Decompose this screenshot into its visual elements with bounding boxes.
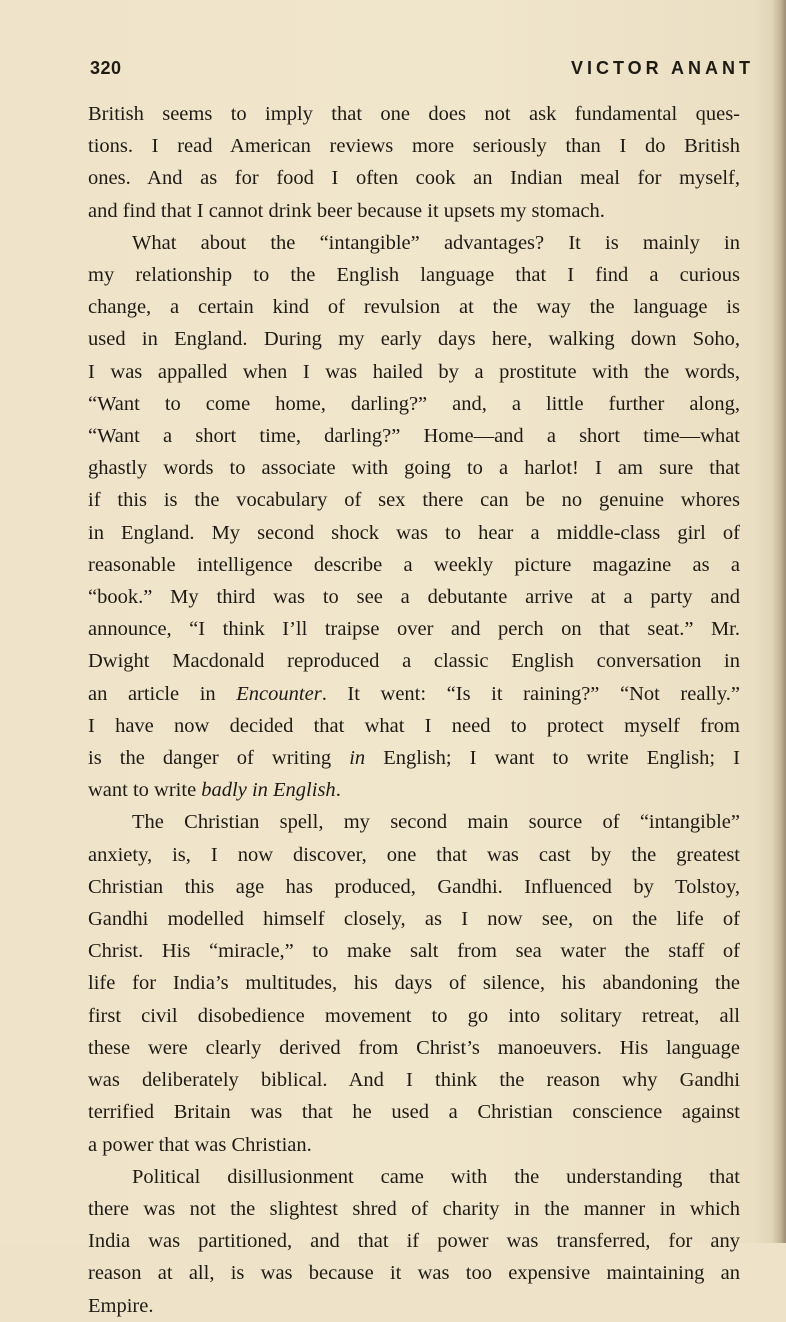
text-line: reasonable intelligence describe a weekly picture magazine as a — [88, 553, 740, 576]
text-line: want to write badly in English. — [88, 779, 341, 802]
text-line: “Want to come home, darling?” and, a little further along, — [88, 392, 740, 415]
italic-emphasis: badly in English — [201, 779, 336, 802]
text-line: The Christian spell, my second main source of “intangible” — [132, 811, 740, 834]
text-line: terrified Britain was that he used a Christian conscience against — [88, 1101, 740, 1124]
paragraph-4 — [88, 1161, 740, 1322]
text-line: anxiety, is, I now discover, one that was cast by the greatest — [88, 843, 740, 866]
text-line: was deliberately biblical. And I think the reason why Gandhi — [88, 1069, 740, 1092]
running-head: VICTOR ANANT — [571, 58, 754, 78]
text-line: What about the “intangible” advantages? It is mainly in — [132, 231, 740, 254]
text-line: I have now decided that what I need to protect myself from — [88, 714, 740, 737]
text-line: a power that was Christian. — [88, 1133, 312, 1156]
paragraph-2 — [88, 227, 740, 807]
text-line: and find that I cannot drink beer because it upsets my stomach. — [88, 199, 605, 222]
body-text — [88, 98, 740, 1322]
page-header — [90, 58, 754, 84]
text-line: Christian this age has produced, Gandhi. Influenced by Tolstoy, — [88, 875, 740, 898]
text-line: if this is the vocabulary of sex there can be no genuine whores — [88, 489, 740, 512]
text-line: Dwight Macdonald reproduced a classic English conversation in — [88, 650, 740, 673]
page-edge-shadow — [772, 0, 786, 1243]
text-line: Empire. — [88, 1294, 154, 1317]
text-line: in England. My second shock was to hear a middle-class girl of — [88, 521, 740, 544]
text-line: tions. I read American reviews more seriously than I do British — [88, 135, 740, 158]
text-line: life for India’s multitudes, his days of silence, his abandoning the — [88, 972, 740, 995]
text-line: my relationship to the English language that I find a curious — [88, 264, 740, 287]
text-line: India was partitioned, and that if power was transferred, for any — [88, 1230, 740, 1253]
text-line: change, a certain kind of revulsion at the way the language is — [88, 296, 740, 319]
text-line: first civil disobedience movement to go into solitary retreat, all — [88, 1004, 740, 1027]
italic-emphasis: Encounter — [236, 682, 322, 705]
page-number: 320 — [90, 58, 122, 78]
text-line: British seems to imply that one does not ask fundamental ques- — [88, 103, 740, 125]
text-line: Gandhi modelled himself closely, as I now see, on the life of — [88, 908, 740, 931]
paragraph-1 — [88, 98, 740, 227]
text-line: ones. And as for food I often cook an Indian meal for myself, — [88, 167, 740, 190]
text-line: reason at all, is was because it was too expensive maintaining an — [88, 1262, 740, 1285]
text-line: an article in Encounter. It went: “Is it raining?” “Not really.” — [88, 682, 740, 705]
text-line: Political disillusionment came with the understanding that — [132, 1165, 740, 1188]
text-line: announce, “I think I’ll traipse over and perch on that seat.” Mr. — [88, 618, 740, 641]
text-line: “book.” My third was to see a debutante arrive at a party and — [88, 586, 740, 609]
text-line: is the danger of writing in English; I want to write English; I — [88, 747, 740, 770]
text-line: there was not the slightest shred of charity in the manner in which — [88, 1197, 740, 1220]
text-line: Christ. His “miracle,” to make salt from sea water the staff of — [88, 940, 740, 963]
paragraph-3 — [88, 806, 740, 1160]
text-line: these were clearly derived from Christ’s manoeuvers. His language — [88, 1036, 740, 1059]
text-line: I was appalled when I was hailed by a prostitute with the words, — [88, 360, 740, 383]
text-line: ghastly words to associate with going to a harlot! I am sure that — [88, 457, 740, 480]
italic-emphasis: in — [349, 747, 366, 770]
text-line: used in England. During my early days here, walking down Soho, — [88, 328, 740, 351]
text-line: “Want a short time, darling?” Home—and a short time—what — [88, 425, 740, 448]
